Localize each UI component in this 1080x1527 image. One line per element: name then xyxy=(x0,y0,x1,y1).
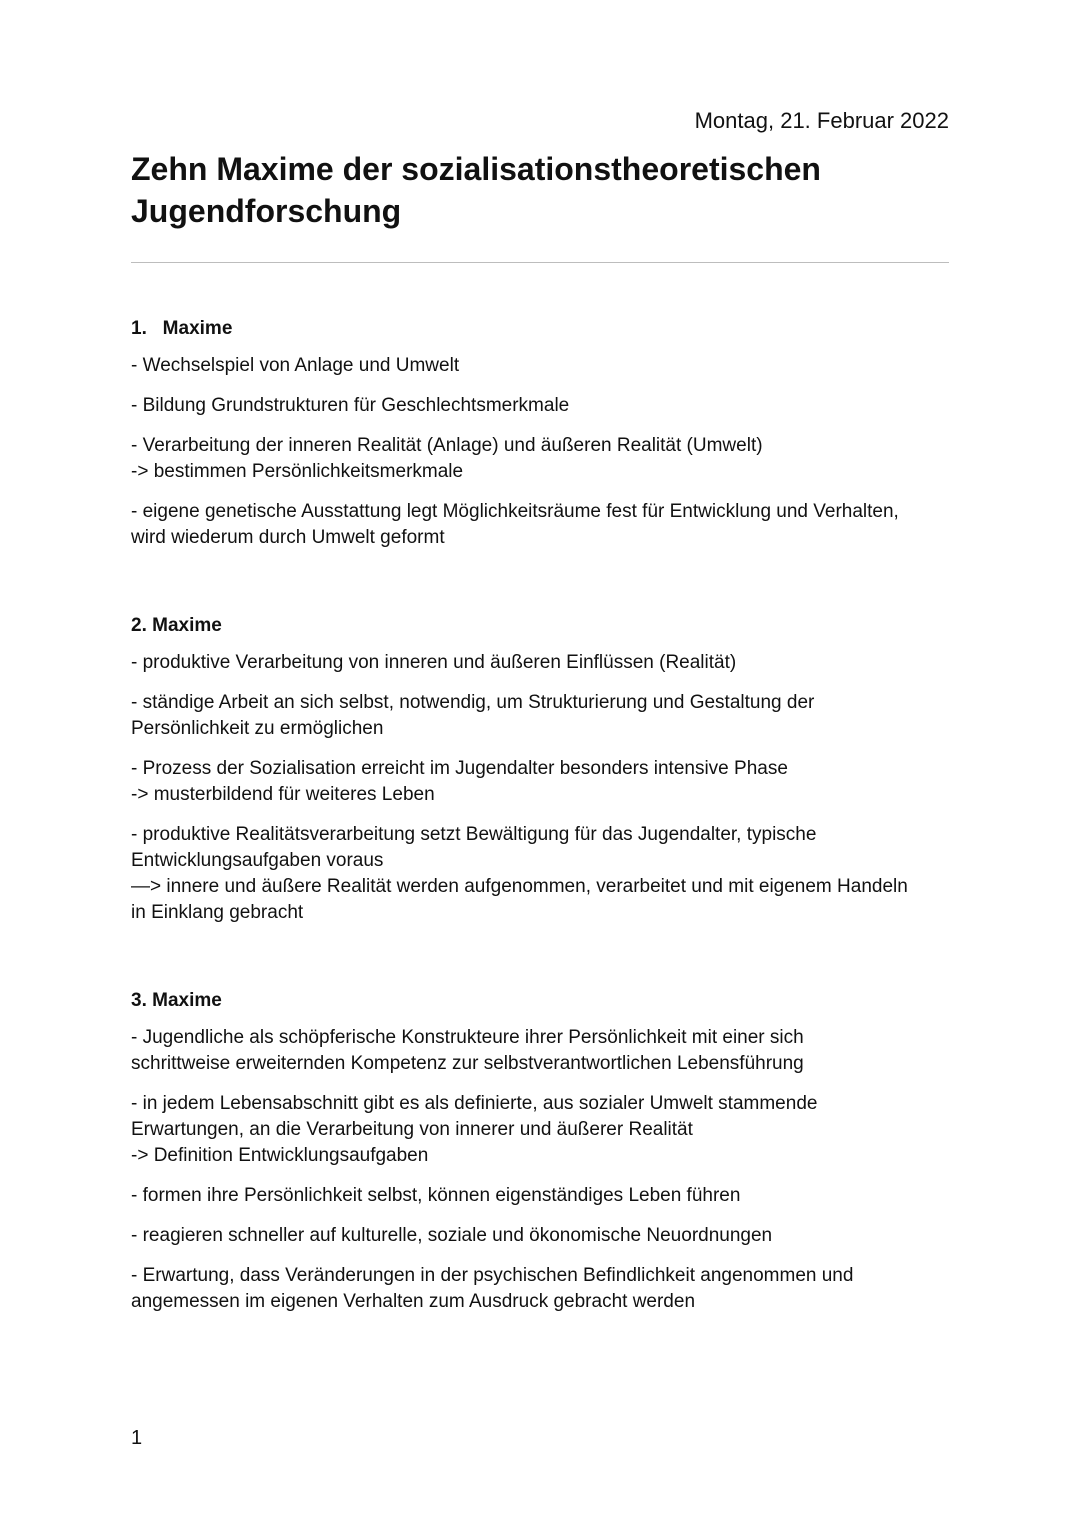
bullet-item xyxy=(131,650,949,676)
document-title xyxy=(131,148,949,232)
text-line: Persönlichkeit zu ermöglichen xyxy=(131,718,384,739)
text-line: - Verarbeitung der inneren Realität (Anlage) und äußeren Realität (Umwelt) xyxy=(131,435,763,456)
text-line: - produktive Realitätsverarbeitung setzt Bewältigung für das Jugendalter, typische xyxy=(131,824,817,845)
section-maxime-2 xyxy=(131,613,949,940)
text-line: -> bestimmen Persönlichkeitsmerkmale xyxy=(131,461,464,482)
bullet-item xyxy=(131,353,949,379)
text-line: -> musterbildend für weiteres Leben xyxy=(131,784,435,805)
text-line: - Jugendliche als schöpferische Konstrukteure ihrer Persönlichkeit mit einer sich xyxy=(131,1027,804,1048)
section-heading: 2. Maxime xyxy=(131,615,222,636)
text-line: angemessen im eigenen Verhalten zum Ausdruck gebracht werden xyxy=(131,1291,696,1312)
bullet-item xyxy=(131,822,949,926)
text-line: - produktive Verarbeitung von inneren und äußeren Einflüssen (Realität) xyxy=(131,652,737,673)
page-number: 1 xyxy=(131,1427,143,1449)
text-line: - eigene genetische Ausstattung legt Möglichkeitsräume fest für Entwicklung und Verhalten, xyxy=(131,501,899,522)
title-line: Jugendforschung xyxy=(131,193,402,229)
bullet-item xyxy=(131,1183,949,1209)
text-line: - reagieren schneller auf kulturelle, soziale und ökonomische Neuordnungen xyxy=(131,1225,773,1246)
bullet-item xyxy=(131,1025,949,1077)
bullet-item xyxy=(131,393,949,419)
bullet-item xyxy=(131,690,949,742)
section-heading: 3. Maxime xyxy=(131,990,222,1011)
document-date: Montag, 21. Februar 2022 xyxy=(694,108,949,133)
bullet-item xyxy=(131,1091,949,1169)
text-line: - Wechselspiel von Anlage und Umwelt xyxy=(131,355,460,376)
text-line: Erwartungen, an die Verarbeitung von innerer und äußerer Realität xyxy=(131,1119,693,1140)
bullet-item xyxy=(131,756,949,808)
text-line: - Prozess der Sozialisation erreicht im Jugendalter besonders intensive Phase xyxy=(131,758,788,779)
text-line: —> innere und äußere Realität werden aufgenommen, verarbeitet und mit eigenem Handeln xyxy=(131,876,908,897)
text-line: in Einklang gebracht xyxy=(131,902,304,923)
text-line: - ständige Arbeit an sich selbst, notwendig, um Strukturierung und Gestaltung der xyxy=(131,692,815,713)
text-line: - Erwartung, dass Veränderungen in der psychischen Befindlichkeit angenommen und xyxy=(131,1265,854,1286)
text-line: -> Definition Entwicklungsaufgaben xyxy=(131,1145,429,1166)
title-divider xyxy=(131,262,949,263)
title-line: Zehn Maxime der sozialisationstheoretischen xyxy=(131,151,821,187)
text-line: - Bildung Grundstrukturen für Geschlechtsmerkmale xyxy=(131,395,570,416)
bullet-item xyxy=(131,1263,949,1315)
text-line: - formen ihre Persönlichkeit selbst, können eigenständiges Leben führen xyxy=(131,1185,741,1206)
text-line: schrittweise erweiternden Kompetenz zur selbstverantwortlichen Lebensführung xyxy=(131,1053,804,1074)
bullet-item xyxy=(131,499,949,551)
section-heading: 1. Maxime xyxy=(131,318,233,339)
bullet-item xyxy=(131,1223,949,1249)
text-line: - in jedem Lebensabschnitt gibt es als definierte, aus sozialer Umwelt stammende xyxy=(131,1093,818,1114)
bullet-item xyxy=(131,433,949,485)
section-maxime-1 xyxy=(131,316,949,565)
section-maxime-3 xyxy=(131,988,949,1329)
text-line: Entwicklungsaufgaben voraus xyxy=(131,850,384,871)
text-line: wird wiederum durch Umwelt geformt xyxy=(131,527,445,548)
